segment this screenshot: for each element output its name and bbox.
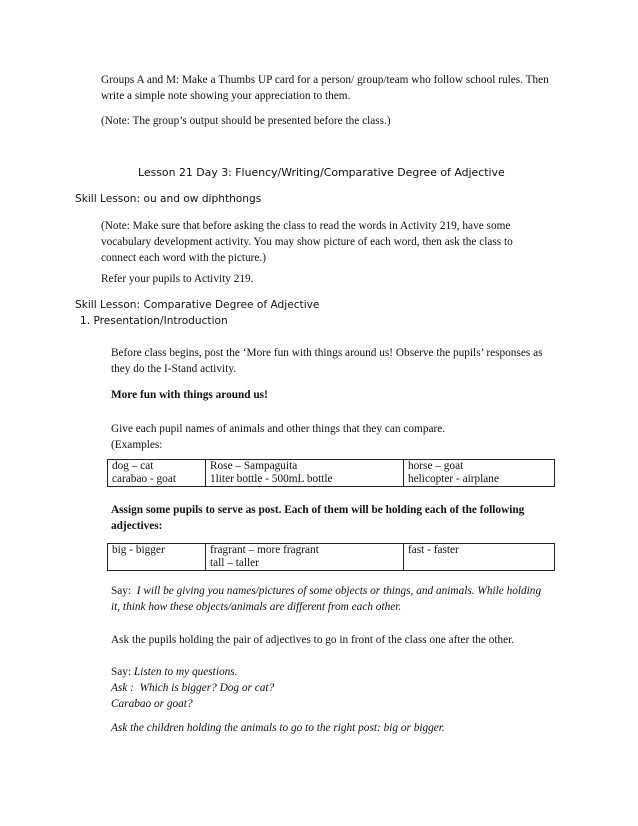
table-row — [108, 544, 555, 571]
cell-text: dog – cat — [112, 460, 154, 472]
ask-children-text: Ask the children holding the animals to go to the right post: big or bigger. — [111, 722, 445, 734]
table-cell — [404, 460, 555, 487]
adjectives-table — [107, 543, 555, 571]
examples-table — [107, 459, 555, 487]
cell-text: fragrant – more fragrant — [210, 544, 319, 556]
skill1-note — [101, 218, 513, 266]
table-row — [108, 460, 555, 487]
skill-heading-diphthongs: Skill Lesson: ou and ow diphthongs — [75, 193, 262, 205]
text-line: Give each pupil names of animals and other things that they can compare. — [111, 423, 446, 435]
text-line: Before class begins, post the ‘More fun with things around us! Observe the pupils’ responses as — [111, 347, 543, 359]
say-text: Listen to my questions. — [133, 666, 238, 678]
ask-pupils-text: Ask the pupils holding the pair of adjectives to go in front of the class one after the other. — [111, 634, 515, 646]
intro-line: Groups A and M: Make a Thumbs UP card for a person/ group/team who follow school rules. Then — [101, 74, 549, 86]
ask-text: Which is bigger? Dog or cat? — [139, 682, 275, 694]
note-line: connect each word with the picture.) — [101, 252, 266, 264]
say-label: Say: — [111, 585, 132, 597]
text-line: it, think how these objects/animals are different from each other. — [111, 601, 402, 613]
say-text: I will be giving you names/pictures of some objects or things, and animals. While holding — [136, 585, 542, 597]
note-line: (Note: Make sure that before asking the class to read the words in Activity 219, have some — [101, 220, 511, 232]
text-line — [111, 583, 541, 599]
say-instructions — [111, 583, 541, 615]
text-line — [111, 680, 274, 696]
text-line: Carabao or goat? — [111, 698, 193, 710]
more-fun-heading: More fun with things around us! — [111, 389, 268, 401]
intro-line: write a simple note showing your appreciation to them. — [101, 90, 351, 102]
skill-heading-comparative: Skill Lesson: Comparative Degree of Adjective — [75, 299, 320, 311]
table-cell — [206, 544, 404, 571]
cell-text: Rose – Sampaguita — [210, 460, 298, 472]
cell-text: horse – goat — [408, 460, 464, 472]
table-cell: big - bigger — [108, 544, 206, 571]
cell-text: 1liter bottle - 500mL bottle — [210, 473, 333, 485]
text-line: they do the I-Stand activity. — [111, 363, 237, 375]
text-line: Assign some pupils to serve as post. Each of them will be holding each of the following — [111, 504, 525, 516]
note-line: vocabulary development activity. You may show picture of each word, then ask the class to — [101, 236, 513, 248]
refer-activity: Refer your pupils to Activity 219. — [101, 273, 254, 285]
table-cell — [108, 460, 206, 487]
list-item-presentation: 1. Presentation/Introduction — [80, 315, 228, 327]
intro-note: (Note: The group’s output should be presented before the class.) — [101, 115, 391, 127]
assign-posts-text — [111, 502, 524, 534]
questions-block — [111, 664, 274, 712]
lesson-title: Lesson 21 Day 3: Fluency/Writing/Comparative Degree of Adjective — [138, 166, 505, 179]
text-line: (Examples: — [111, 439, 163, 451]
cell-text: carabao - goat — [112, 473, 176, 485]
ask-label: Ask : — [111, 682, 134, 694]
intro-instructions — [101, 72, 549, 104]
say-label: Say: — [111, 666, 132, 678]
text-line: adjectives: — [111, 520, 163, 532]
table-cell: fast - faster — [404, 544, 555, 571]
table-cell — [206, 460, 404, 487]
cell-text: helicopter - airplane — [408, 473, 499, 485]
cell-text: tall – taller — [210, 557, 259, 569]
give-pupils-text — [111, 421, 445, 453]
before-class-text — [111, 345, 543, 377]
text-line — [111, 664, 274, 680]
